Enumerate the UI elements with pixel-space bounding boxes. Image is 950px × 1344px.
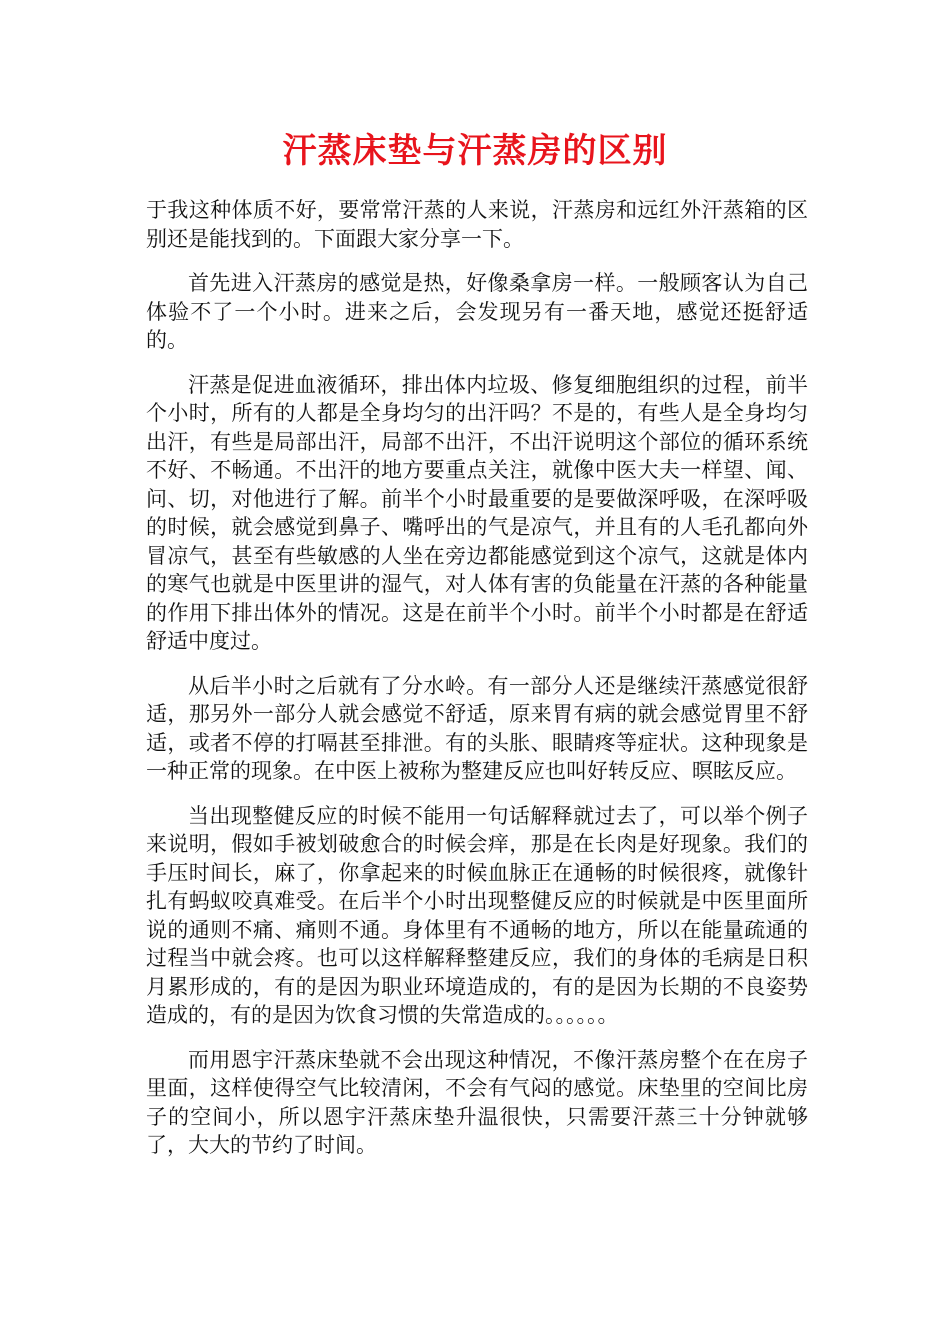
paragraph-reaction-explanation: 当出现整健反应的时候不能用一句话解释就过去了，可以举个例子来说明，假如手被划破愈合的时候会痒，那是在长肉是好现象。我们的手压时间长，麻了，你拿起来的时候血脉正在通畅的时候很疼，就像针扎有蚂蚁咬真难受。在后半个小时出现整健反应的时候就是中医里面所说的通则不痛、痛则不通。身体里有不通畅的地方，所以在能量疏通的过程当中就会疼。也可以这样解释整建反应，我们的身体的毛病是日积月累形成的，有的是因为职业环境造成的，有的是因为长期的不良姿势造成的，有的是因为饮食习惯的失常造成的。。。。。。 — [146, 803, 808, 1027]
paragraph-sauna-feeling: 首先进入汗蒸房的感觉是热，好像桑拿房一样。一般顾客认为自己体验不了一个小时。进来之后，会发现另有一番天地，感觉还挺舒适的。 — [146, 271, 808, 352]
document-body — [146, 196, 808, 1176]
document-title: 汗蒸床垫与汗蒸房的区别 — [282, 131, 668, 171]
paragraph-mattress-advantage: 而用恩宇汗蒸床垫就不会出现这种情况，不像汗蒸房整个在在房子里面，这样使得空气比较清闲，不会有气闷的感觉。床垫里的空间比房子的空间小，所以恩宇汗蒸床垫升温很快，只需要汗蒸三十分钟就够了，大大的节约了时间。 — [146, 1047, 808, 1157]
paragraph-first-half-hour: 汗蒸是促进血液循环，排出体内垃圾、修复细胞组织的过程，前半个小时，所有的人都是全身均匀的出汗吗？不是的，有些人是全身均匀出汗，有些是局部出汗，局部不出汗，不出汗说明这个部位的循环系统不好、不畅通。不出汗的地方要重点关注，就像中医大夫一样望、闻、问、切，对他进行了解。前半个小时最重要的是要做深呼吸，在深呼吸的时候，就会感觉到鼻子、嘴呼出的气是凉气，并且有的人毛孔都向外冒凉气，甚至有些敏感的人坐在旁边都能感觉到这个凉气，这就是体内的寒气也就是中医里讲的湿气，对人体有害的负能量在汗蒸的各种能量的作用下排出体外的情况。这是在前半个小时。前半个小时都是在舒适舒适中度过。 — [146, 372, 808, 653]
paragraph-second-half-hour: 从后半小时之后就有了分水岭。有一部分人还是继续汗蒸感觉很舒适，那另外一部分人就会感觉不舒适，原来胃有病的就会感觉胃里不舒适，或者不停的打嗝甚至排泄。有的头胀、眼睛疼等症状。这种现象是一种正常的现象。在中医上被称为整建反应也叫好转反应、暝眩反应。 — [146, 673, 808, 783]
paragraph-intro: 于我这种体质不好，要常常汗蒸的人来说，汗蒸房和远红外汗蒸箱的区别还是能找到的。下面跟大家分享一下。 — [146, 198, 808, 251]
